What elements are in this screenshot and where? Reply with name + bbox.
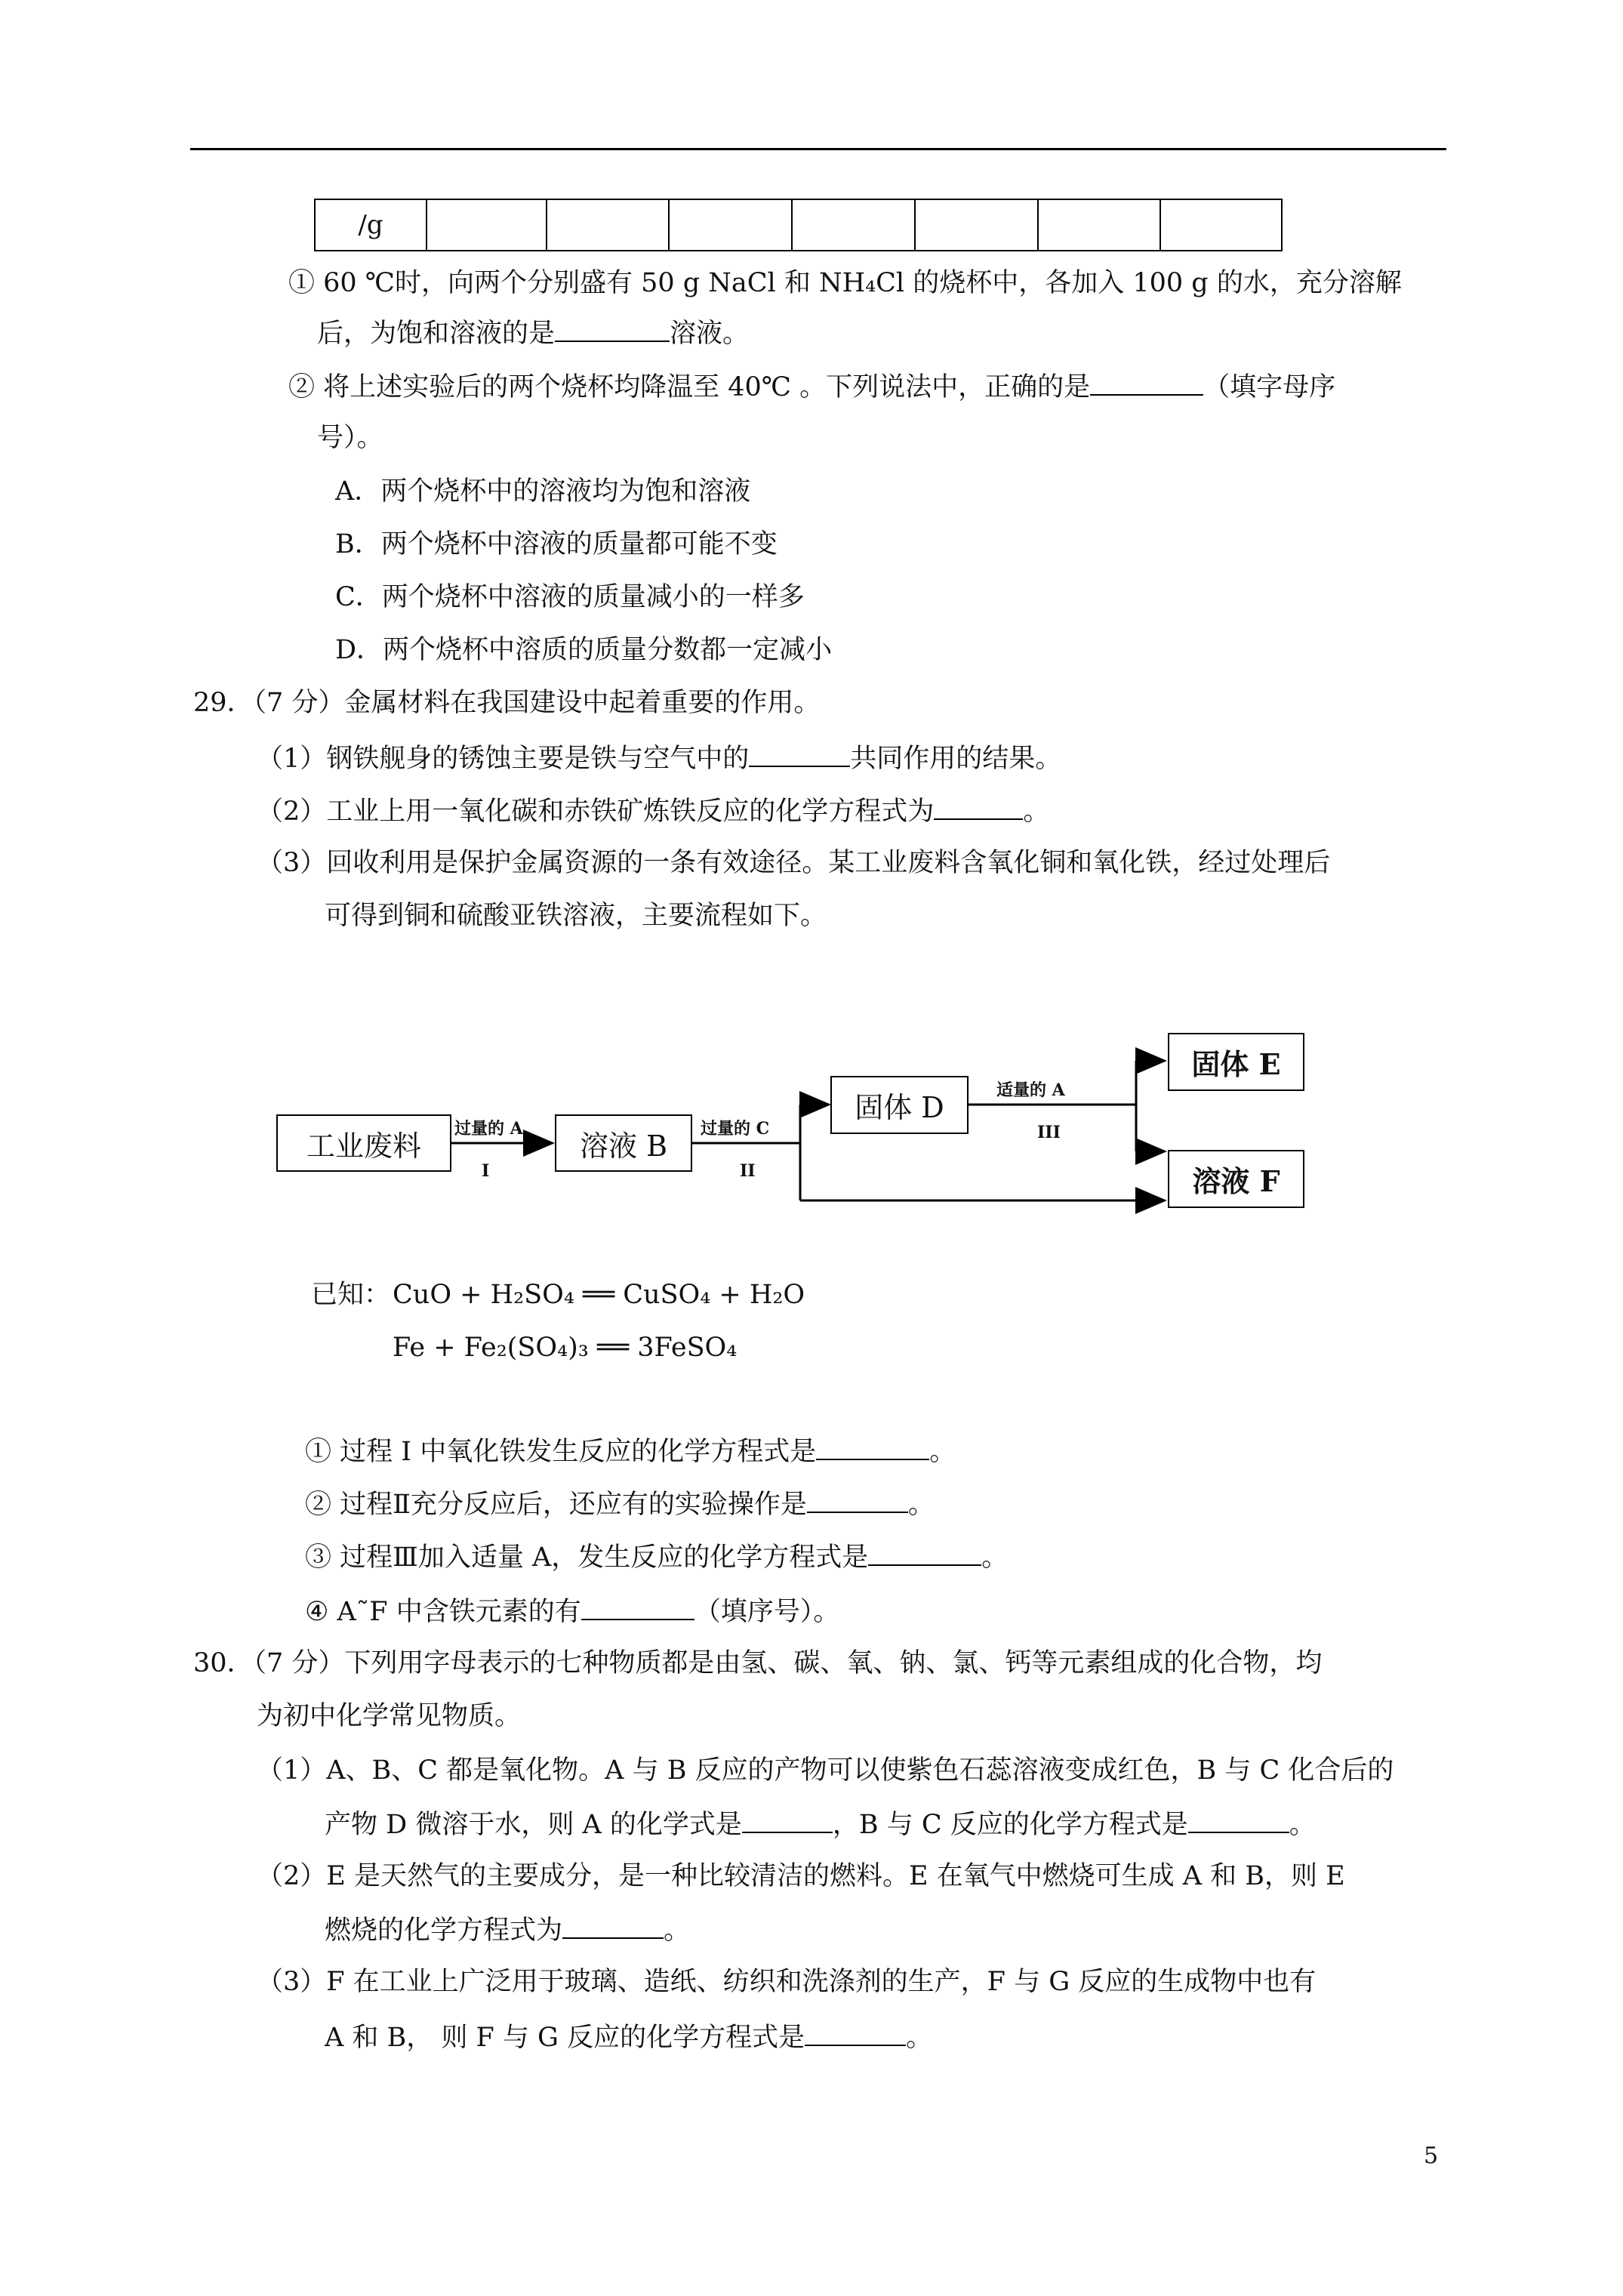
flow-box-waste: 工业废料	[276, 1114, 451, 1172]
q30-part1-line1: （1）A、B、C 都是氧化物。A 与 B 反应的产物可以使紫色石蕊溶液变成红色，B 与 C 化合后的	[257, 1755, 1394, 1786]
answer-blank[interactable]	[816, 1433, 929, 1460]
q28-option-d: D．两个烧杯中溶质的质量分数都一定减小	[335, 635, 833, 665]
q29-sub2: ② 过程Ⅱ充分反应后，还应有的实验操作是 。	[305, 1486, 935, 1522]
flow-box-solution-f: 溶液 F	[1168, 1150, 1304, 1208]
flow-box-solid-d: 固体 D	[830, 1076, 969, 1134]
q29-part2: （2）工业上用一氧化碳和赤铁矿炼铁反应的化学方程式为 。	[257, 793, 1049, 829]
answer-blank[interactable]	[1188, 1806, 1289, 1833]
answer-blank[interactable]	[562, 1912, 664, 1939]
q29-title: 29．（7 分）金属材料在我国建设中起着重要的作用。	[193, 688, 821, 718]
q29-sub4: ④ A˜F 中含铁元素的有 （填序号）。	[305, 1593, 839, 1629]
q30-part3-line2: A 和 B， 则 F 与 G 反应的化学方程式是 。	[325, 2019, 932, 2055]
q30-part1-line2: 产物 D 微溶于水，则 A 的化学式是 ，B 与 C 反应的化学方程式是 。	[325, 1806, 1316, 1842]
answer-blank[interactable]	[581, 1593, 694, 1620]
q30-part2-line1: （2）E 是天然气的主要成分，是一种比较清洁的燃料。E 在氧气中燃烧可生成 A 和 B，则 E	[257, 1861, 1345, 1891]
q30-title-line2: 为初中化学常见物质。	[257, 1701, 522, 1731]
q29-part3-line2: 可得到铜和硫酸亚铁溶液，主要流程如下。	[325, 901, 827, 931]
q29-sub1: ① 过程 I 中氧化铁发生反应的化学方程式是 。	[305, 1433, 956, 1469]
arrow-2-label-bottom: II	[740, 1161, 756, 1181]
arrow-3-label-bottom: III	[1037, 1123, 1061, 1142]
q29-sub3: ③ 过程Ⅲ加入适量 A，发生反应的化学方程式是 。	[305, 1539, 1008, 1575]
known-label: 已知：	[311, 1280, 391, 1310]
arrow-1-label-bottom: I	[482, 1161, 490, 1181]
q28-option-c: C．两个烧杯中溶液的质量减小的一样多	[335, 582, 805, 612]
q30-part2-line2: 燃烧的化学方程式为 。	[325, 1912, 690, 1948]
q28-option-a: A．两个烧杯中的溶液均为饱和溶液	[335, 476, 751, 507]
q28-sub1-line1: ① 60 ℃时，向两个分别盛有 50 g NaCl 和 NH₄Cl 的烧杯中，各加入 100 g 的水，充分溶解	[288, 268, 1402, 298]
answer-blank[interactable]	[742, 1806, 833, 1833]
arrow-1-label-top: 过量的 A	[454, 1119, 523, 1139]
page-number: 5	[1424, 2143, 1439, 2169]
table-cell-unit: /g	[315, 199, 427, 251]
answer-blank[interactable]	[807, 1486, 908, 1513]
arrow-2-label-top: 过量的 C	[701, 1119, 770, 1139]
arrow-3-label-top: 适量的 A	[996, 1080, 1065, 1100]
q29-part3-line1: （3）回收利用是保护金属资源的一条有效途径。某工业废料含氧化铜和氧化铁，经过处理后	[257, 848, 1331, 878]
q28-sub1-line2: 后，为饱和溶液的是 溶液。	[317, 315, 749, 351]
equation-1: CuO + H₂SO₄ ══ CuSO₄ + H₂O	[393, 1280, 805, 1310]
answer-blank[interactable]	[868, 1539, 981, 1566]
q30-part3-line1: （3）F 在工业上广泛用于玻璃、造纸、纺织和洗涤剂的生产，F 与 G 反应的生成物中也有	[257, 1967, 1317, 1997]
q29-part1: （1）钢铁舰身的锈蚀主要是铁与空气中的 共同作用的结果。	[257, 740, 1061, 776]
equation-2: Fe + Fe₂(SO₄)₃ ══ 3FeSO₄	[393, 1333, 738, 1363]
q28-sub2-line1: ② 将上述实验后的两个烧杯均降温至 40℃ 。下列说法中，正确的是 （填字母序	[288, 368, 1335, 405]
q28-sub2-line2: 号）。	[317, 423, 383, 453]
flow-box-solid-e: 固体 E	[1168, 1033, 1304, 1091]
answer-blank[interactable]	[805, 2019, 906, 2046]
flow-box-solution-b: 溶液 B	[555, 1114, 692, 1172]
q28-option-b: B．两个烧杯中溶液的质量都可能不变	[335, 529, 778, 559]
q30-title-line1: 30．（7 分）下列用字母表示的七种物质都是由氢、碳、氧、钠、氯、钙等元素组成的化合物，均	[193, 1648, 1323, 1678]
